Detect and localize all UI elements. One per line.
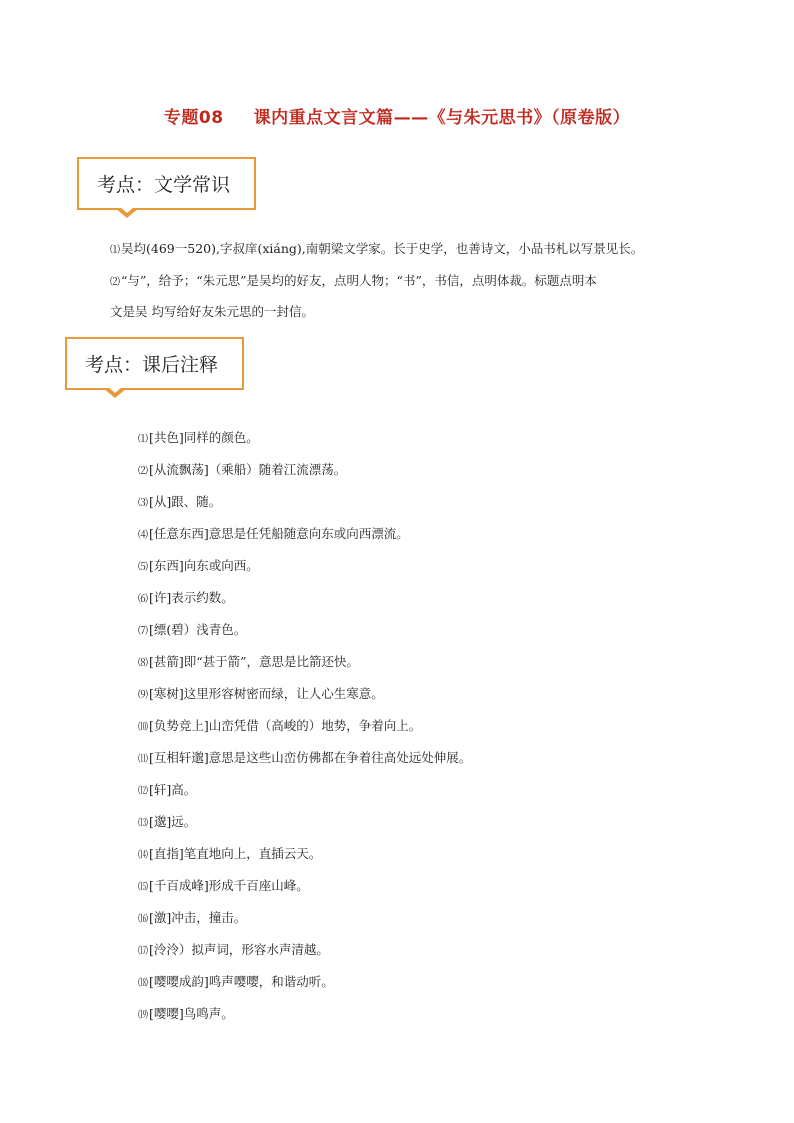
note-text: [邈]远。 [149,814,197,829]
section-heading-text: 考点：课后注释 [85,354,219,376]
item-text: 文是吴 均写给好友朱元思的一封信。 [110,304,314,319]
note-number: ⒄ [138,946,148,957]
note-number: ⒃ [138,914,148,925]
note-item [138,462,471,494]
title-main: 课内重点文言文篇——《与朱元思书》（原卷版） [253,108,631,128]
note-number: ⒅ [138,978,148,989]
note-text: [寒树]这里形容树密而绿，让人心生寒意。 [149,686,384,701]
note-item [138,718,471,750]
note-item [138,814,471,846]
note-item [138,878,471,910]
note-item [138,430,471,462]
literature-item-continuation [110,304,314,320]
note-number: ⑷ [138,530,148,541]
note-text: [直指]笔直地向上，直插云天。 [149,846,322,861]
note-number: ⑵ [138,466,148,477]
note-text: [嘤嘤成韵]鸣声嘤嘤，和谐动听。 [149,974,334,989]
note-text: [许]表示约数。 [149,590,234,605]
notes-list [138,430,471,1038]
section-heading-text: 考点：文学常识 [97,174,231,196]
note-item [138,974,471,1006]
title-series: 专题08 [163,108,224,128]
note-number: ⑼ [138,690,148,701]
note-number: ⒂ [138,882,148,893]
note-text: [从流飘荡]（乘船）随着江流漂荡。 [149,462,347,477]
note-item [138,558,471,590]
callout-tail [103,388,127,398]
literature-item [110,273,597,291]
note-text: [缥(碧）浅青色。 [149,622,247,637]
note-item [138,494,471,526]
note-item [138,526,471,558]
section-heading-literature [77,157,256,210]
note-item [138,782,471,814]
note-text: [东西]向东或向西。 [149,558,259,573]
note-number: ⑿ [138,786,148,797]
item-number: ⑴ [110,245,120,256]
note-number: ⑹ [138,594,148,605]
section-heading-notes [65,337,244,390]
item-text: “与”，给予；“朱元思”是吴均的好友，点明人物；“书”，书信，点明体裁。标题点明本 [121,273,597,288]
note-item [138,846,471,878]
note-item [138,622,471,654]
note-number: ⑻ [138,658,148,669]
callout-tail [115,208,139,218]
note-item [138,750,471,782]
note-text: [嘤嘤]鸟鸣声。 [149,1006,234,1021]
note-text: [泠泠）拟声词，形容水声清越。 [149,942,329,957]
note-text: [千百成峰]形成千百座山峰。 [149,878,309,893]
note-number: ⑴ [138,434,148,445]
page-title [0,103,794,128]
item-text: 吴均(469一520),字叔庠(xiáng),南朝梁文学家。长于史学，也善诗文，小品书札以写景见长。 [121,241,644,256]
note-number: ⑾ [138,754,148,765]
note-text: [轩]高。 [149,782,197,797]
note-item [138,590,471,622]
note-item [138,910,471,942]
note-number: ⒁ [138,850,148,861]
note-number: ⑺ [138,626,148,637]
note-item [138,942,471,974]
note-text: [任意东西]意思是任凭船随意向东或向西漂流。 [149,526,409,541]
note-text: [互相轩邈]意思是这些山峦仿佛都在争着往高处远处伸展。 [149,750,472,765]
note-number: ⑶ [138,498,148,509]
note-item [138,1006,471,1038]
note-item [138,686,471,718]
note-text: [负势竞上]山峦凭借（高峻的）地势，争着向上。 [149,718,422,733]
item-number: ⑵ [110,277,120,288]
note-number: ⑽ [138,722,148,733]
note-text: [共色]同样的颜色。 [149,430,259,445]
note-number: ⒀ [138,818,148,829]
note-text: [激]冲击，撞击。 [149,910,247,925]
note-text: [从]跟、随。 [149,494,222,509]
literature-item [110,241,643,259]
note-item [138,654,471,686]
note-number: ⒆ [138,1010,148,1021]
note-text: [甚箭]即“甚于箭”，意思是比箭还快。 [149,654,360,669]
note-number: ⑸ [138,562,148,573]
